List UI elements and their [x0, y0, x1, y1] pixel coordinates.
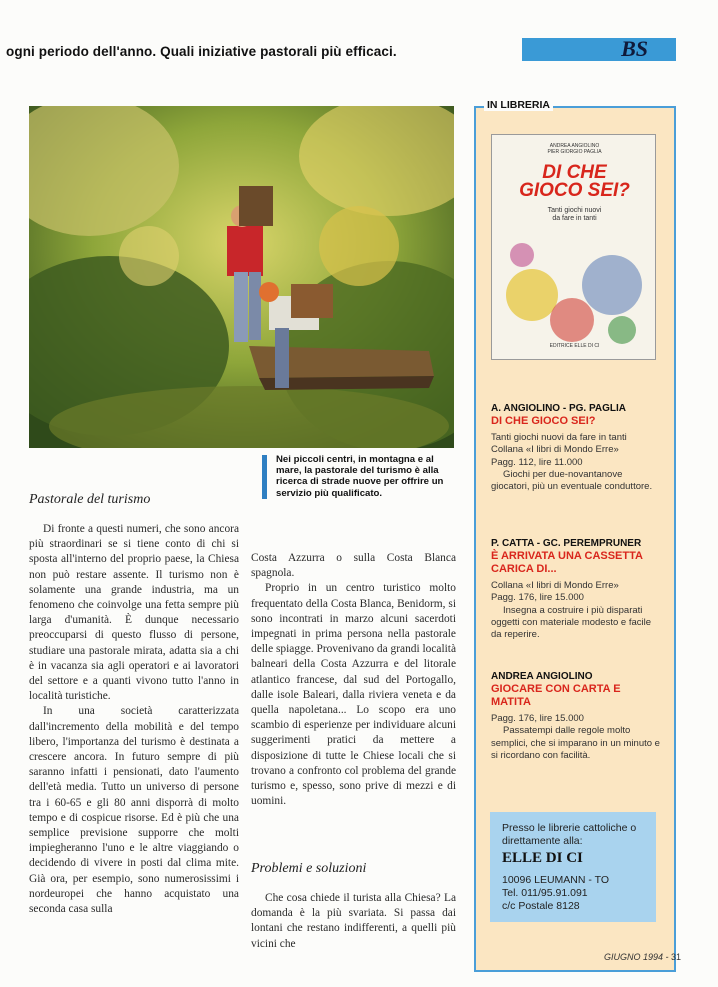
- page-footer: GIUGNO 1994 - 31: [604, 952, 682, 962]
- paragraph: Che cosa chiede il turista alla Chiesa? La domanda è la più svariata. Si passa dai lontani che restano indifferenti, a quelli più vicini che: [251, 892, 456, 950]
- shop-phone: Tel. 011/95.91.091: [502, 887, 588, 899]
- paragraph: Costa Azzurra o sulla Costa Blanca spagnola.: [251, 552, 456, 580]
- page-number: 31: [671, 952, 682, 962]
- book-cover-image: [491, 134, 656, 360]
- book-entry: [491, 538, 661, 641]
- book-entry: [491, 671, 661, 762]
- shop-intro: Presso le librerie cattoliche o direttamente alla:: [502, 822, 637, 847]
- section-heading-pastorale: Pastorale del turismo: [29, 492, 151, 507]
- paragraph: In una società caratterizzata dall'incremento della mobilità e del tempo libero, l'importanza del turismo è destinata a crescere ancora. In futuro sempre di più saranno infatti i pensionati, dato l'aumento dell'età media. Tutto un universo di persone tra i 60-65 e gli 80 anni disporrà di molto tempo e di cospicue risorse. Ed è più che una semplice previsione supporre che molti impiegheranno l'uno e le altre viaggiando o decidendo di vivere in posti dal clima mite. Già ora, per esempio, sono numerosissimi i nordeuropei che hanno acquistato una seconda casa sulla: [29, 705, 239, 916]
- book-authors: A. ANGIOLINO - PG. PAGLIA: [491, 403, 626, 414]
- book-title: DI CHE GIOCO SEI?: [491, 415, 596, 427]
- article-column-2-end: [251, 891, 456, 952]
- cover-subtitle: Tanti giochi nuovi da fare in tanti: [547, 207, 602, 222]
- article-photo: [29, 106, 454, 448]
- article-column-2: [251, 551, 456, 809]
- shop-account: c/c Postale 8128: [502, 900, 580, 912]
- book-description: Passatempi dalle regole molto semplici, che si imparano in un minuto e si ricordano con facilità.: [491, 725, 660, 761]
- book-title: È ARRIVATA UNA CASSETTA CARICA DI...: [491, 550, 643, 575]
- book-authors: P. CATTA - GC. PEREMPRUNER: [491, 538, 642, 549]
- book-details: Collana «I libri di Mondo Erre» Pagg. 176, lire 15.000: [491, 580, 619, 604]
- book-description: Giochi per due-novantanove giocatori, più un eventuale conduttore.: [491, 468, 653, 493]
- issue-date: GIUGNO 1994: [604, 952, 664, 962]
- cover-title-line2: GIOCO SEI?: [519, 180, 630, 201]
- photo-caption: Nei piccoli centri, in montagna e al mare, la pastorale del turismo è alla ricerca di strade nuove per offrire un servizio più qualificato.: [276, 454, 444, 499]
- magazine-tag-text: BS: [621, 36, 648, 61]
- shop-name: ELLE DI CI: [502, 850, 583, 866]
- cover-title-line1: DI CHE: [542, 162, 607, 183]
- magazine-section-tag: [522, 38, 676, 61]
- shop-address: 10096 LEUMANN - TO: [502, 874, 609, 886]
- sidebar-title: IN LIBRERIA: [484, 99, 553, 111]
- cover-authors: ANDREA ANGIOLINO PIER GIORGIO PAGLIA: [547, 143, 602, 155]
- book-details: Tanti giochi nuovi da fare in tanti Collana «I libri di Mondo Erre» Pagg. 112, lire 11.000: [491, 432, 627, 468]
- bookshop-box: [490, 812, 656, 922]
- book-description: Insegna a costruire i più disparati oggetti con materiale modesto e facile da reperire.: [491, 604, 652, 641]
- book-details: Pagg. 176, lire 15.000: [491, 713, 584, 724]
- book-entry: [491, 403, 661, 493]
- book-authors: ANDREA ANGIOLINO: [491, 671, 593, 682]
- header-running-title: ogni periodo dell'anno. Quali iniziative pastorali più efficaci.: [6, 44, 397, 59]
- section-heading-problemi: Problemi e soluzioni: [251, 861, 367, 876]
- caption-accent-bar: [262, 455, 267, 499]
- paragraph: Di fronte a questi numeri, che sono ancora più straordinari se si tiene conto di chi si sposta all'interno del proprio paese, la Chiesa non può restare assente. Il turismo non è solamente una grande industria, ma un fenomeno che coinvolge una fetta sempre più larga d'umanità. È dunque necessario preoccuparsi di questo flusso di persone, studiare una pastorale mirata, adatta sia a chi è in vacanza sia agli operatori e ai lavoratori del settore e a quanti vivono tutto l'anno in località turistiche.: [29, 523, 239, 703]
- paragraph: Proprio in un centro turistico molto frequentato della Costa Blanca, Benidorm, si sono incontrati in marzo alcuni sacerdoti impegnati in prima persona nella pastorale delle spiagge. Provenivano da grandi località balneari della Costa Azzurra e del litorale atlantico francese, dal sud del Portogallo, dalle isole Baleari, dalla riviera veneta e da quella napoletana... Lo scopo era uno scambio di esperienze per individuare alcuni suggerimenti pratici da mettere a disposizione di tutte le Chiese locali che si trovano a confronto col problema del grande turismo e, spesso, sono prive di mezzi e di uomini.: [251, 582, 456, 808]
- book-title: GIOCARE CON CARTA E MATITA: [491, 683, 621, 708]
- cover-publisher: EDITRICE ELLE DI CI: [549, 343, 600, 349]
- article-column-1: [29, 522, 239, 917]
